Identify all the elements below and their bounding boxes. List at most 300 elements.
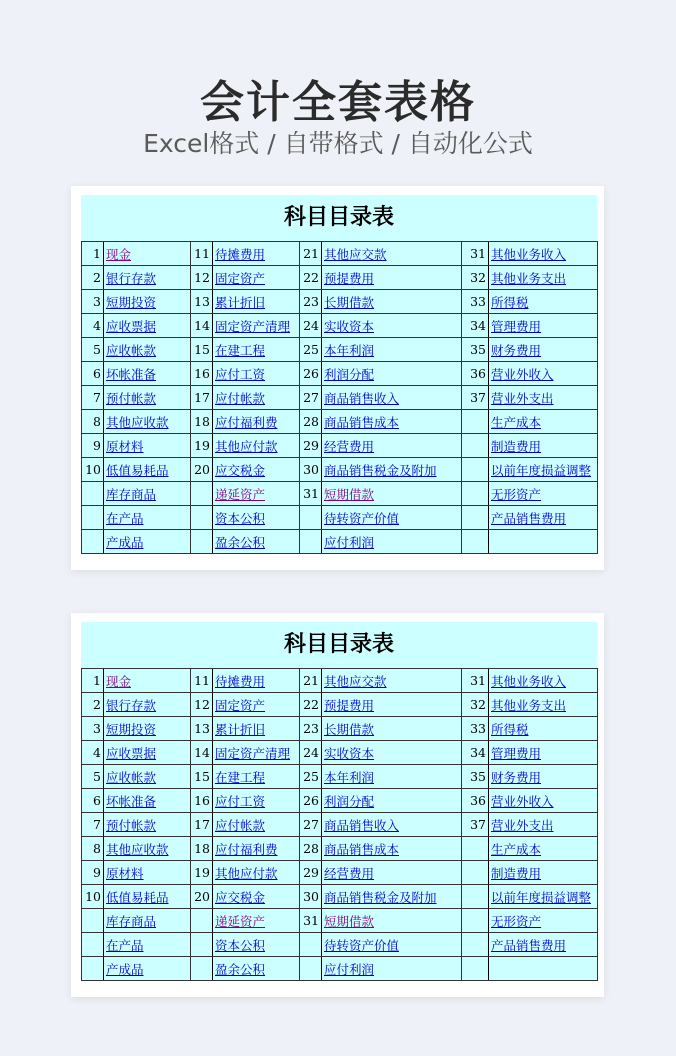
account-number: 33 <box>462 717 489 741</box>
account-number <box>462 909 489 933</box>
account-link[interactable]: 经营费用 <box>324 865 375 881</box>
account-number: 34 <box>462 314 489 338</box>
account-number: 27 <box>300 386 322 410</box>
account-name-cell <box>489 813 598 837</box>
account-name-cell <box>213 957 300 981</box>
account-number: 16 <box>191 362 213 386</box>
account-link[interactable]: 产成品 <box>106 961 144 977</box>
account-name-cell <box>104 885 191 909</box>
account-link[interactable]: 短期投资 <box>106 294 157 310</box>
account-link[interactable]: 经营费用 <box>324 438 375 454</box>
account-name-cell <box>322 669 462 693</box>
account-name-cell <box>322 717 462 741</box>
account-name-cell <box>322 458 462 482</box>
account-name-cell <box>104 290 191 314</box>
account-name-cell <box>213 669 300 693</box>
account-number <box>300 530 322 554</box>
account-name-cell <box>213 242 300 266</box>
account-name-cell <box>322 789 462 813</box>
account-number: 30 <box>300 885 322 909</box>
account-number <box>462 434 489 458</box>
account-name-cell <box>489 266 598 290</box>
account-number <box>82 933 104 957</box>
account-link[interactable]: 应收票据 <box>106 318 157 334</box>
account-link[interactable]: 生产成本 <box>491 414 542 430</box>
account-link[interactable]: 长期借款 <box>324 721 375 737</box>
account-number: 22 <box>300 266 322 290</box>
account-number: 36 <box>462 362 489 386</box>
account-number <box>191 957 213 981</box>
table-row <box>82 482 598 506</box>
account-name-cell <box>213 861 300 885</box>
account-number: 14 <box>191 314 213 338</box>
account-link[interactable]: 长期借款 <box>324 294 375 310</box>
account-link[interactable]: 坏帐准备 <box>106 793 157 809</box>
account-name-cell <box>104 669 191 693</box>
account-number: 22 <box>300 693 322 717</box>
account-link[interactable]: 管理费用 <box>491 318 542 334</box>
account-name-cell <box>104 434 191 458</box>
account-link[interactable]: 其他应交款 <box>324 673 387 689</box>
account-name-cell <box>104 242 191 266</box>
table-row <box>82 266 598 290</box>
account-number: 5 <box>82 338 104 362</box>
account-link[interactable]: 短期借款 <box>324 913 375 929</box>
account-link[interactable]: 利润分配 <box>324 793 375 809</box>
account-link[interactable]: 实收资本 <box>324 318 375 334</box>
account-number: 17 <box>191 386 213 410</box>
account-link[interactable]: 以前年度损益调整 <box>491 462 592 478</box>
account-link[interactable]: 固定资产 <box>215 270 266 286</box>
account-number: 6 <box>82 789 104 813</box>
account-number: 37 <box>462 813 489 837</box>
account-link[interactable]: 财务费用 <box>491 342 542 358</box>
table-row <box>82 813 598 837</box>
account-number: 12 <box>191 693 213 717</box>
account-name-cell <box>213 885 300 909</box>
account-number: 35 <box>462 338 489 362</box>
sheet-title: 科目目录表 <box>81 195 597 241</box>
table-row <box>82 909 598 933</box>
account-name-cell <box>213 434 300 458</box>
account-number: 13 <box>191 290 213 314</box>
account-link[interactable]: 预付帐款 <box>106 390 157 406</box>
account-number: 35 <box>462 765 489 789</box>
account-link[interactable]: 所得税 <box>491 294 529 310</box>
account-link[interactable]: 其他应付款 <box>215 865 278 881</box>
account-name-cell <box>322 861 462 885</box>
account-link[interactable]: 资本公积 <box>215 510 266 526</box>
account-name-cell <box>104 530 191 554</box>
account-link[interactable]: 在产品 <box>106 510 144 526</box>
account-link[interactable]: 营业外收入 <box>491 793 554 809</box>
account-number <box>191 933 213 957</box>
account-name-cell <box>104 909 191 933</box>
account-name-cell <box>489 338 598 362</box>
account-link[interactable]: 财务费用 <box>491 769 542 785</box>
account-number: 21 <box>300 669 322 693</box>
account-number: 3 <box>82 290 104 314</box>
account-link[interactable]: 其他业务收入 <box>491 673 567 689</box>
account-number <box>82 482 104 506</box>
account-name-cell <box>104 957 191 981</box>
account-number: 10 <box>82 885 104 909</box>
account-name-cell <box>322 314 462 338</box>
sheet-card-2 <box>71 613 604 997</box>
account-link[interactable]: 实收资本 <box>324 745 375 761</box>
account-number: 12 <box>191 266 213 290</box>
account-name-cell <box>489 314 598 338</box>
account-link[interactable]: 产成品 <box>106 534 144 550</box>
table-row <box>82 290 598 314</box>
account-number: 33 <box>462 290 489 314</box>
account-number: 30 <box>300 458 322 482</box>
account-link[interactable]: 应付工资 <box>215 366 266 382</box>
account-link[interactable]: 短期借款 <box>324 486 375 502</box>
table-row <box>82 789 598 813</box>
table-row <box>82 765 598 789</box>
account-name-cell <box>489 506 598 530</box>
account-number: 3 <box>82 717 104 741</box>
account-link[interactable]: 固定资产 <box>215 697 266 713</box>
account-link[interactable]: 累计折旧 <box>215 721 266 737</box>
account-name-cell <box>213 741 300 765</box>
account-name-cell <box>489 669 598 693</box>
account-link[interactable]: 待转资产价值 <box>324 937 400 953</box>
account-link[interactable]: 产品销售费用 <box>491 937 567 953</box>
account-number <box>462 861 489 885</box>
table-row <box>82 669 598 693</box>
account-number <box>191 506 213 530</box>
account-link[interactable]: 应付利润 <box>324 961 375 977</box>
page-subtitle: Excel格式 / 自带格式 / 自动化公式 <box>143 129 533 158</box>
account-link[interactable]: 固定资产清理 <box>215 745 291 761</box>
account-number: 26 <box>300 789 322 813</box>
account-number <box>462 530 489 554</box>
account-link[interactable]: 原材料 <box>106 438 144 454</box>
account-number: 1 <box>82 669 104 693</box>
account-name-cell <box>322 482 462 506</box>
account-link[interactable]: 营业外支出 <box>491 390 554 406</box>
account-link[interactable]: 应收帐款 <box>106 342 157 358</box>
account-link[interactable]: 递延资产 <box>215 486 266 502</box>
account-link[interactable]: 在产品 <box>106 937 144 953</box>
account-number: 29 <box>300 434 322 458</box>
account-name-cell <box>489 482 598 506</box>
account-link[interactable]: 低值易耗品 <box>106 462 169 478</box>
account-number: 2 <box>82 693 104 717</box>
account-number: 18 <box>191 837 213 861</box>
account-name-cell <box>104 458 191 482</box>
table-row <box>82 242 598 266</box>
account-number: 24 <box>300 741 322 765</box>
account-name-cell <box>489 741 598 765</box>
account-name-cell <box>489 957 598 981</box>
account-link[interactable]: 预付帐款 <box>106 817 157 833</box>
account-link[interactable]: 管理费用 <box>491 745 542 761</box>
account-name-cell <box>104 765 191 789</box>
account-link[interactable]: 所得税 <box>491 721 529 737</box>
account-link[interactable]: 制造费用 <box>491 438 542 454</box>
account-name-cell <box>213 314 300 338</box>
account-link[interactable]: 应付工资 <box>215 793 266 809</box>
account-name-cell <box>322 506 462 530</box>
table-row <box>82 506 598 530</box>
account-name-cell <box>489 530 598 554</box>
account-name-cell <box>104 410 191 434</box>
account-name-cell <box>489 717 598 741</box>
account-link[interactable]: 其他应交款 <box>324 246 387 262</box>
account-link[interactable]: 本年利润 <box>324 342 375 358</box>
account-name-cell <box>322 338 462 362</box>
account-name-cell <box>322 837 462 861</box>
account-link[interactable]: 商品销售成本 <box>324 841 400 857</box>
account-name-cell <box>213 909 300 933</box>
account-link[interactable]: 其他业务收入 <box>491 246 567 262</box>
account-name-cell <box>322 530 462 554</box>
account-name-cell <box>213 933 300 957</box>
table-row <box>82 530 598 554</box>
account-name-cell <box>104 314 191 338</box>
account-name-cell <box>104 861 191 885</box>
account-name-cell <box>104 837 191 861</box>
account-link[interactable]: 银行存款 <box>106 270 157 286</box>
account-number: 7 <box>82 386 104 410</box>
page-title: 会计全套表格 <box>200 77 476 128</box>
account-number: 23 <box>300 290 322 314</box>
account-number: 16 <box>191 789 213 813</box>
account-link[interactable]: 以前年度损益调整 <box>491 889 592 905</box>
account-name-cell <box>489 290 598 314</box>
account-link[interactable]: 盈余公积 <box>215 961 266 977</box>
account-name-cell <box>322 741 462 765</box>
account-table <box>81 241 598 554</box>
account-name-cell <box>104 933 191 957</box>
account-link[interactable]: 商品销售税金及附加 <box>324 462 437 478</box>
account-number <box>191 909 213 933</box>
account-name-cell <box>489 410 598 434</box>
account-number <box>462 506 489 530</box>
account-name-cell <box>489 933 598 957</box>
account-link[interactable]: 本年利润 <box>324 769 375 785</box>
sheet-title: 科目目录表 <box>81 622 597 668</box>
account-number: 28 <box>300 410 322 434</box>
account-number: 20 <box>191 885 213 909</box>
account-link[interactable]: 商品销售收入 <box>324 390 400 406</box>
account-number: 18 <box>191 410 213 434</box>
account-link[interactable]: 递延资产 <box>215 913 266 929</box>
account-number: 23 <box>300 717 322 741</box>
account-number: 29 <box>300 861 322 885</box>
account-name-cell <box>213 458 300 482</box>
account-link[interactable]: 应收帐款 <box>106 769 157 785</box>
table-row <box>82 861 598 885</box>
account-name-cell <box>489 837 598 861</box>
table-row <box>82 362 598 386</box>
account-name-cell <box>322 290 462 314</box>
account-link[interactable]: 短期投资 <box>106 721 157 737</box>
table-row <box>82 338 598 362</box>
account-name-cell <box>213 266 300 290</box>
account-link[interactable]: 应付利润 <box>324 534 375 550</box>
account-number: 36 <box>462 789 489 813</box>
table-row <box>82 458 598 482</box>
account-name-cell <box>213 410 300 434</box>
account-link[interactable]: 现金 <box>106 673 132 689</box>
account-number <box>462 933 489 957</box>
account-number <box>82 506 104 530</box>
account-number: 6 <box>82 362 104 386</box>
account-name-cell <box>322 885 462 909</box>
account-link[interactable]: 累计折旧 <box>215 294 266 310</box>
account-link[interactable]: 商品销售收入 <box>324 817 400 833</box>
account-number: 14 <box>191 741 213 765</box>
account-number: 11 <box>191 669 213 693</box>
account-number: 11 <box>191 242 213 266</box>
account-name-cell <box>104 741 191 765</box>
account-name-cell <box>213 717 300 741</box>
account-number: 15 <box>191 765 213 789</box>
account-link[interactable]: 营业外收入 <box>491 366 554 382</box>
account-number: 34 <box>462 741 489 765</box>
account-link[interactable]: 其他应收款 <box>106 841 169 857</box>
account-name-cell <box>322 266 462 290</box>
table-row <box>82 837 598 861</box>
account-name-cell <box>489 885 598 909</box>
account-name-cell <box>104 506 191 530</box>
table-row <box>82 933 598 957</box>
account-name-cell <box>213 290 300 314</box>
account-name-cell <box>489 789 598 813</box>
account-link[interactable]: 应付福利费 <box>215 841 278 857</box>
account-name-cell <box>104 266 191 290</box>
account-link[interactable]: 现金 <box>106 246 132 262</box>
account-link[interactable]: 营业外支出 <box>491 817 554 833</box>
account-link[interactable]: 商品销售税金及附加 <box>324 889 437 905</box>
account-link[interactable]: 待转资产价值 <box>324 510 400 526</box>
account-number: 19 <box>191 434 213 458</box>
account-link[interactable]: 预提费用 <box>324 697 375 713</box>
account-link[interactable]: 应付帐款 <box>215 390 266 406</box>
account-name-cell <box>489 909 598 933</box>
table-row <box>82 741 598 765</box>
account-number: 31 <box>462 242 489 266</box>
account-name-cell <box>322 765 462 789</box>
account-name-cell <box>489 693 598 717</box>
account-link[interactable]: 生产成本 <box>491 841 542 857</box>
account-link[interactable]: 资本公积 <box>215 937 266 953</box>
account-name-cell <box>322 813 462 837</box>
account-number: 28 <box>300 837 322 861</box>
account-number: 13 <box>191 717 213 741</box>
account-number <box>300 957 322 981</box>
account-number <box>462 837 489 861</box>
account-name-cell <box>489 386 598 410</box>
account-name-cell <box>104 482 191 506</box>
account-link[interactable]: 应交税金 <box>215 889 266 905</box>
account-name-cell <box>213 506 300 530</box>
account-number: 17 <box>191 813 213 837</box>
account-number: 37 <box>462 386 489 410</box>
account-link[interactable]: 制造费用 <box>491 865 542 881</box>
table-row <box>82 410 598 434</box>
account-name-cell <box>213 362 300 386</box>
account-name-cell <box>489 861 598 885</box>
account-number: 20 <box>191 458 213 482</box>
account-link[interactable]: 其他业务支出 <box>491 270 567 286</box>
account-link[interactable]: 无形资产 <box>491 913 542 929</box>
account-link[interactable]: 银行存款 <box>106 697 157 713</box>
account-number <box>300 933 322 957</box>
account-link[interactable]: 低值易耗品 <box>106 889 169 905</box>
account-link[interactable]: 原材料 <box>106 865 144 881</box>
account-number: 32 <box>462 266 489 290</box>
account-link[interactable]: 预提费用 <box>324 270 375 286</box>
account-link[interactable]: 待摊费用 <box>215 673 266 689</box>
account-link[interactable]: 利润分配 <box>324 366 375 382</box>
account-number: 4 <box>82 741 104 765</box>
account-number <box>82 909 104 933</box>
account-link[interactable]: 在建工程 <box>215 769 266 785</box>
account-link[interactable]: 无形资产 <box>491 486 542 502</box>
account-name-cell <box>322 434 462 458</box>
account-link[interactable]: 盈余公积 <box>215 534 266 550</box>
account-link[interactable]: 应付帐款 <box>215 817 266 833</box>
account-link[interactable]: 其他业务支出 <box>491 697 567 713</box>
account-number: 2 <box>82 266 104 290</box>
table-row <box>82 434 598 458</box>
table-row <box>82 885 598 909</box>
account-number: 21 <box>300 242 322 266</box>
account-number: 24 <box>300 314 322 338</box>
table-row <box>82 957 598 981</box>
account-link[interactable]: 其他应付款 <box>215 438 278 454</box>
account-link[interactable]: 固定资产清理 <box>215 318 291 334</box>
account-number <box>462 482 489 506</box>
account-name-cell <box>104 338 191 362</box>
account-number: 19 <box>191 861 213 885</box>
account-link[interactable]: 坏帐准备 <box>106 366 157 382</box>
account-name-cell <box>213 530 300 554</box>
account-link[interactable]: 其他应收款 <box>106 414 169 430</box>
account-link[interactable]: 待摊费用 <box>215 246 266 262</box>
account-link[interactable]: 在建工程 <box>215 342 266 358</box>
account-link[interactable]: 商品销售成本 <box>324 414 400 430</box>
account-link[interactable]: 库存商品 <box>106 486 157 502</box>
account-name-cell <box>489 458 598 482</box>
account-name-cell <box>213 813 300 837</box>
account-name-cell <box>104 717 191 741</box>
account-name-cell <box>322 386 462 410</box>
account-number <box>82 957 104 981</box>
account-number: 5 <box>82 765 104 789</box>
account-number <box>462 410 489 434</box>
account-link[interactable]: 应付福利费 <box>215 414 278 430</box>
account-link[interactable]: 应收票据 <box>106 745 157 761</box>
account-number <box>300 506 322 530</box>
account-name-cell <box>104 813 191 837</box>
account-name-cell <box>322 242 462 266</box>
account-number: 9 <box>82 434 104 458</box>
account-link[interactable]: 应交税金 <box>215 462 266 478</box>
account-name-cell <box>104 789 191 813</box>
account-name-cell <box>489 242 598 266</box>
account-name-cell <box>213 482 300 506</box>
account-link[interactable]: 产品销售费用 <box>491 510 567 526</box>
account-number: 8 <box>82 410 104 434</box>
account-name-cell <box>489 765 598 789</box>
account-link[interactable]: 库存商品 <box>106 913 157 929</box>
